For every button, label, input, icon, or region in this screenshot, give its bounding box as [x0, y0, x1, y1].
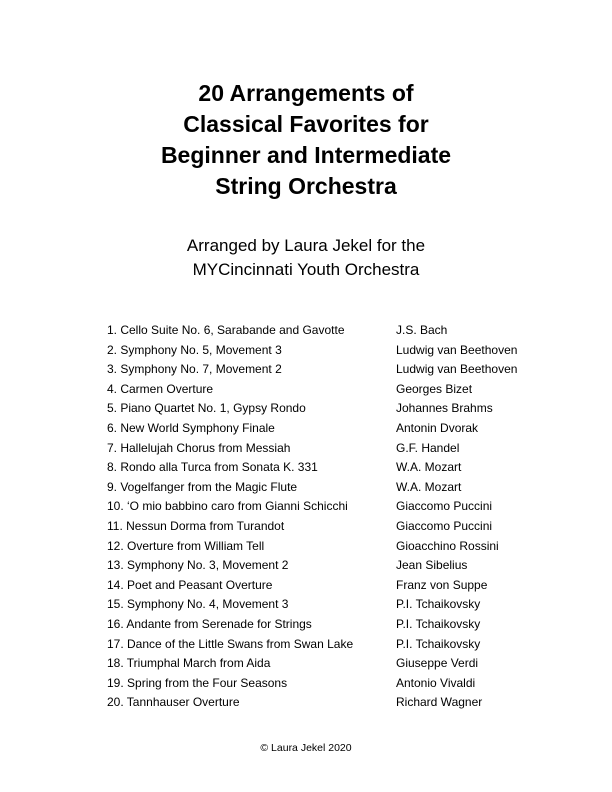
piece-composer: Richard Wagner: [396, 695, 483, 710]
piece-composer: Giaccomo Puccini: [396, 499, 493, 514]
piece-composer: Antonio Vivaldi: [396, 675, 476, 690]
piece-title: 17. Dance of the Little Swans from Swan Lake: [107, 636, 354, 651]
piece-title: 15. Symphony No. 4, Movement 3: [107, 597, 289, 612]
list-item: [107, 693, 547, 713]
piece-title: 1. Cello Suite No. 6, Sarabande and Gavotte: [107, 323, 345, 337]
title-line: Classical Favorites for: [183, 111, 429, 137]
piece-title: 8. Rondo alla Turca from Sonata K. 331: [107, 460, 318, 475]
list-item: [107, 556, 547, 576]
piece-composer: Ludwig van Beethoven: [396, 342, 518, 357]
piece-title: 16. Andante from Serenade for Strings: [107, 616, 312, 631]
piece-composer: Giaccomo Puccini: [396, 518, 493, 533]
list-item: [107, 321, 547, 341]
piece-composer: P.I. Tchaikovsky: [396, 616, 481, 631]
title-line: String Orchestra: [215, 173, 397, 199]
piece-title: 6. New World Symphony Finale: [107, 420, 275, 435]
list-item: [107, 478, 547, 498]
piece-title: 18. Triumphal March from Aida: [107, 656, 271, 671]
piece-title: 12. Overture from William Tell: [107, 538, 265, 553]
list-item: [107, 674, 547, 694]
document-subtitle: [0, 234, 612, 282]
piece-title: 3. Symphony No. 7, Movement 2: [107, 362, 282, 377]
piece-title: 7. Hallelujah Chorus from Messiah: [107, 440, 291, 455]
piece-composer: W.A. Mozart: [396, 460, 462, 475]
piece-composer: Gioacchino Rossini: [396, 538, 499, 553]
piece-list: [107, 321, 547, 713]
piece-title: 11. Nessun Dorma from Turandot: [107, 518, 285, 533]
piece-composer: Giuseppe Verdi: [396, 656, 479, 671]
piece-composer: Ludwig van Beethoven: [396, 362, 518, 377]
list-item: [107, 654, 547, 674]
piece-title: 20. Tannhauser Overture: [107, 695, 240, 710]
list-item: [107, 537, 547, 557]
piece-composer: G.F. Handel: [396, 440, 460, 455]
piece-composer: P.I. Tchaikovsky: [396, 597, 481, 612]
piece-composer: Johannes Brahms: [396, 401, 493, 416]
piece-title: 2. Symphony No. 5, Movement 3: [107, 342, 282, 357]
copyright-footer: © Laura Jekel 2020: [260, 742, 352, 754]
piece-title: 14. Poet and Peasant Overture: [107, 577, 273, 592]
piece-composer: Georges Bizet: [396, 381, 473, 396]
list-item: [107, 458, 547, 478]
list-item: [107, 380, 547, 400]
piece-composer: Jean Sibelius: [396, 558, 468, 573]
list-item: [107, 517, 547, 537]
list-item: [107, 439, 547, 459]
list-item: [107, 635, 547, 655]
subtitle-line: Arranged by Laura Jekel for the: [186, 236, 426, 255]
piece-composer: Franz von Suppe: [396, 577, 488, 592]
piece-composer: P.I. Tchaikovsky: [396, 636, 481, 651]
list-item: [107, 360, 547, 380]
piece-title: 5. Piano Quartet No. 1, Gypsy Rondo: [107, 401, 306, 416]
list-item: [107, 576, 547, 596]
title-line: Beginner and Intermediate: [160, 142, 452, 168]
list-item: [107, 497, 547, 517]
piece-title: 13. Symphony No. 3, Movement 2: [107, 558, 289, 573]
title-line: 20 Arrangements of: [198, 80, 414, 106]
list-item: [107, 419, 547, 439]
piece-title: 9. Vogelfanger from the Magic Flute: [107, 479, 298, 494]
list-item: [107, 615, 547, 635]
piece-composer: J.S. Bach: [396, 323, 448, 337]
document-title: [0, 78, 612, 202]
list-item: [107, 341, 547, 361]
piece-composer: Antonin Dvorak: [396, 420, 479, 435]
piece-title: 4. Carmen Overture: [107, 381, 214, 396]
subtitle-line: MYCincinnati Youth Orchestra: [192, 260, 420, 279]
piece-title: 10. ‘O mio babbino caro from Gianni Schicchi: [107, 499, 348, 514]
piece-title: 19. Spring from the Four Seasons: [107, 675, 288, 690]
list-item: [107, 595, 547, 615]
list-item: [107, 399, 547, 419]
piece-composer: W.A. Mozart: [396, 479, 462, 494]
